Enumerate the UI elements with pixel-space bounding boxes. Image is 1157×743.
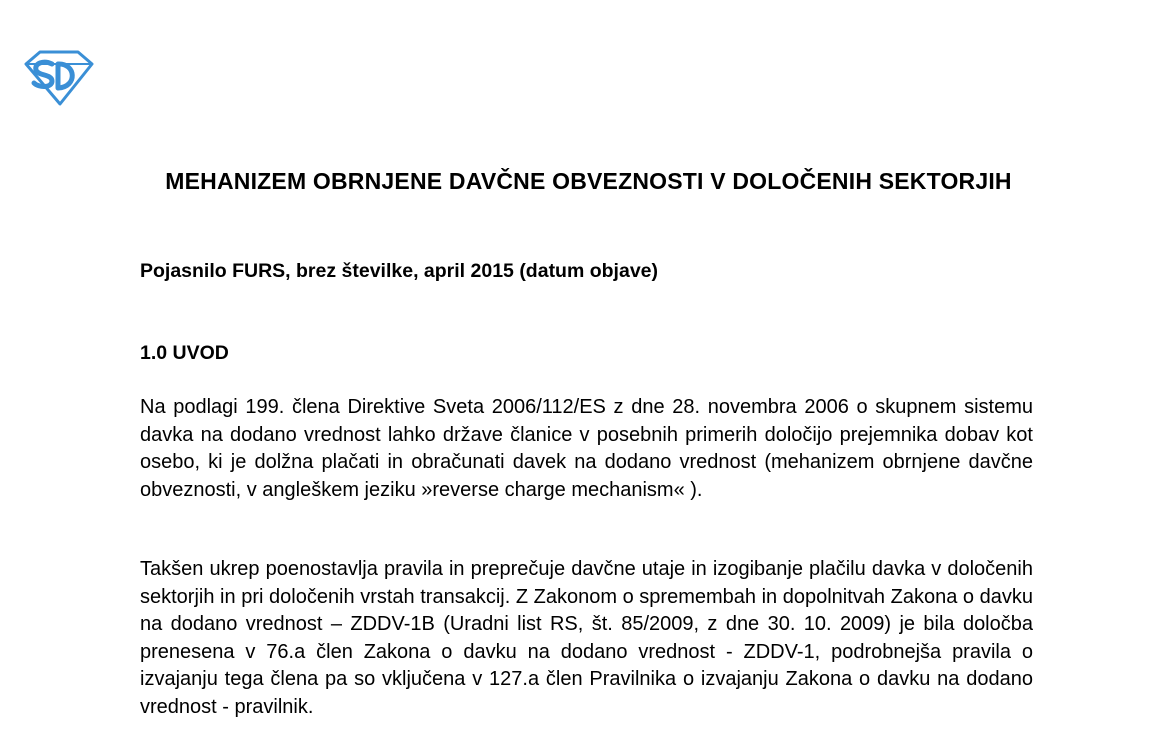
paragraph-1: Na podlagi 199. člena Direktive Sveta 2006/112/ES z dne 28. novembra 2006 o skupnem sistemu davka na dodano vrednost lahko države članice v posebnih primerih določijo prejemnika dobav kot osebo, ki je dolžna plačati in obračunati davek na dodano vrednost (mehanizem obrnjene davčne obveznosti, v angleškem jeziku »reverse charge mechanism« ). [140, 396, 1033, 501]
paragraph-2: Takšen ukrep poenostavlja pravila in preprečuje davčne utaje in izogibanje plačilu davka v določenih sektorjih in pri določenih vrstah transakcij. Z Zakonom o spremembah in dopolnitvah Zakona o davku na dodano vrednost – ZDDV-1B (Uradni list RS, št. 85/2009, z dne 30. 10. 2009) je bila določba prenesena v 76.a člen Zakona o davku na dodano vrednost - ZDDV-1, podrobnejša pravila o izvajanju tega člena pa so vključena v 127.a člen Pravilnika o izvajanju Zakona o davku na dodano vrednost - pravilnik. [140, 558, 1033, 718]
document-title: MEHANIZEM OBRNJENE DAVČNE OBVEZNOSTI V DOLOČENIH SEKTORJIH [165, 168, 1012, 194]
document-subtitle: Pojasnilo FURS, brez številke, april 2015 (datum objave) [140, 260, 658, 282]
section-heading: 1.0 UVOD [140, 342, 229, 364]
sd-shield-logo-icon [22, 50, 96, 106]
